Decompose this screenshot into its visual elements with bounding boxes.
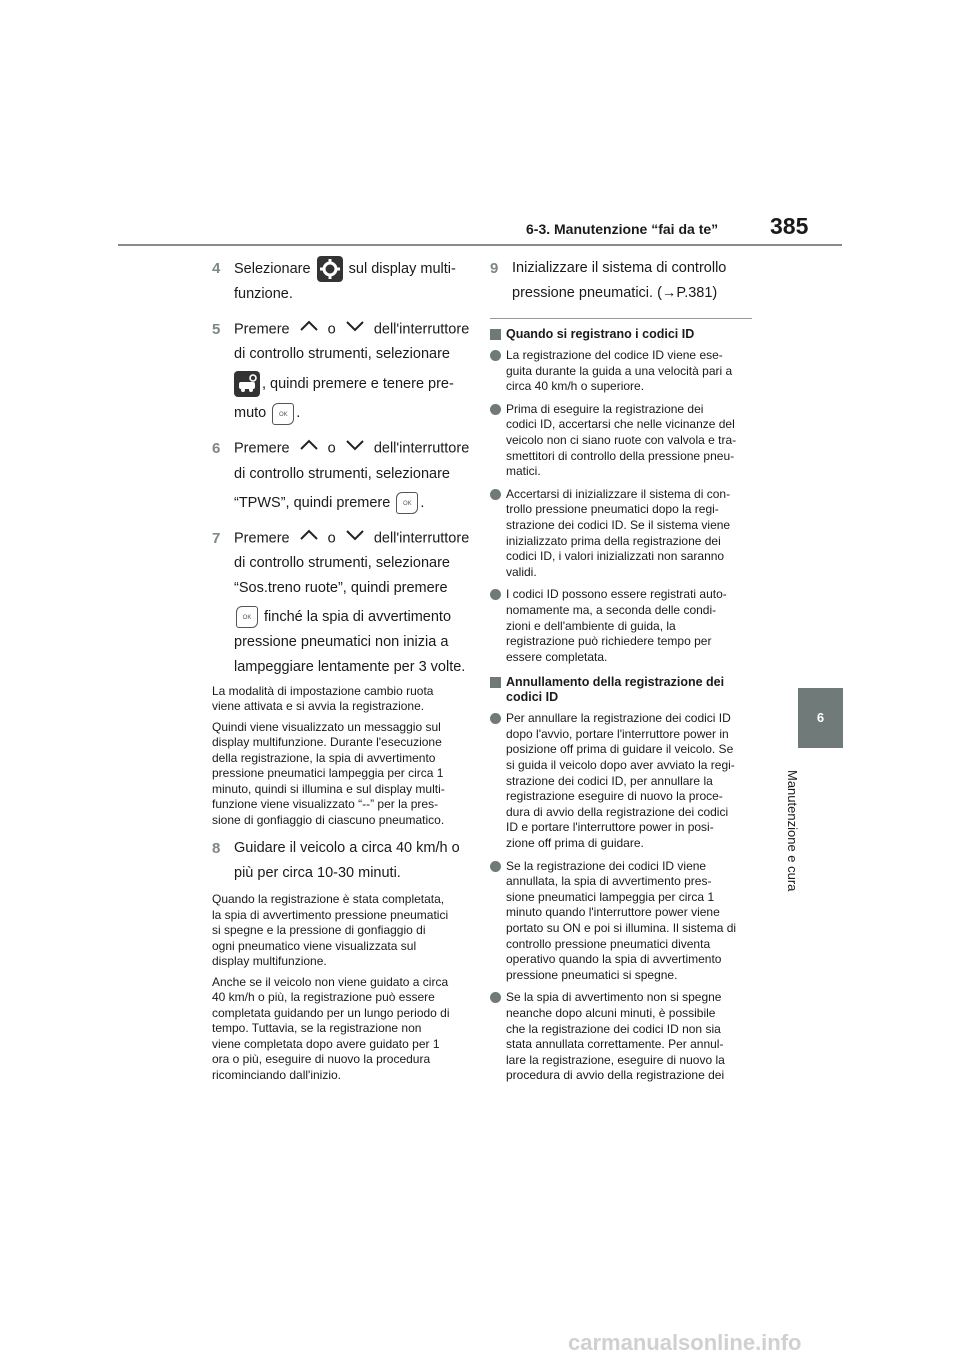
section-title: 6-3. Manutenzione “fai da te” [526,221,719,237]
chapter-tab [798,688,843,748]
step-text: pressione pneumatici non inizia a [234,633,449,650]
step-text: Inizializzare il sistema di controllo [512,260,727,276]
step-text: o [327,529,336,546]
note-paragraph: La modalità di impostazione cambio ruota viene attivata e si avvia la registrazione. [212,683,434,714]
chevron-up-icon [294,436,324,461]
bullet-item: Se la spia di avvertimento non si spegne neanche dopo alcuni minuti, è possibile che la registrazione dei codici ID non sia stata annullata correttamente. Per annul- lare la registrazione, eseguire di nuovo la procedura di avvio della registrazione dei [490,990,752,1084]
step-text: Premere [234,529,290,546]
step-5 [212,317,476,426]
section-divider [490,318,752,319]
step-text: più per circa 10-30 minuti. [234,865,401,882]
step-text: dell'interruttore [373,321,470,338]
square-bullet-icon [490,677,501,688]
chevron-down-icon [340,526,370,551]
ok-button-icon: OK [396,492,418,514]
step-7 [212,526,476,680]
bullet-item: I codici ID possono essere registrati auto- nomamente ma, a seconda delle condi- zioni e dell'ambiente di guida, la registrazione può richiedere tempo per essere completata. [490,587,752,665]
step-text: . [296,405,301,422]
ok-button-icon: OK [272,403,294,425]
page-number: 385 [770,213,809,239]
note-paragraph: Anche se il veicolo non viene guidato a circa 40 km/h o più, la registrazione può essere completata guidando per un lungo periodo di tempo. Tuttavia, se la registrazione non viene completata dopo avere guidato per 1 ora o più, eseguire di nuovo la procedura ricominciando dall'inizio. [212,974,450,1082]
step-text: . [420,494,425,511]
circle-bullet-icon [490,713,501,724]
bullet-item: Per annullare la registrazione dei codici ID dopo l'avvio, portare l'interruttore power in posizione off prima di guidare il veicolo. Se si guida il veicolo dopo aver avviato la regi- strazione dei codici ID, per annullare la registrazione eseguire di nuovo la proce- dura di avvio della registrazione dei codici ID e portare l'interruttore power in posi- zione off prima di guidare. [490,711,752,851]
step-text: Guidare il veicolo a circa 40 km/h o [234,840,460,857]
step-8 [212,836,476,886]
step-text: di controllo strumenti, selezionare [234,465,450,482]
chapter-number: 6 [816,710,825,725]
step-number: 4 [212,260,221,277]
bullet-item: La registrazione del codice ID viene ese- guita durante la guida a una velocità pari a circa 40 km/h o superiore. [490,348,752,395]
step-text: dell'interruttore [373,529,470,546]
circle-bullet-icon [490,350,501,361]
step-number: 5 [212,321,221,338]
step-number: 8 [212,840,221,858]
step-text: o [327,440,336,457]
step-text: pressione pneumatici. (→P.381) [512,285,718,301]
step-4 [212,256,476,307]
step-text: funzione. [234,286,293,302]
step-text: “TPWS”, quindi premere [234,494,391,511]
chapter-label-text: Manutenzione e cura [785,770,800,892]
left-column [212,256,476,1088]
circle-bullet-icon [490,589,501,600]
chevron-down-icon [340,317,370,342]
step-text: di controllo strumenti, selezionare [234,346,450,363]
step-text: di controllo strumenti, selezionare [234,554,450,571]
circle-bullet-icon [490,489,501,500]
chapter-label [778,770,808,900]
settings-icon [317,256,343,282]
step-text: dell'interruttore [373,440,470,457]
step-number: 7 [212,529,221,547]
step-text: Premere [234,321,290,338]
step-text: muto [234,405,267,422]
ok-button-icon: OK [236,606,258,628]
bullet-item: Prima di eseguire la registrazione dei codici ID, accertarsi che nelle vicinanze del veicolo non ci siano ruote con valvola e tra- smettitori di controllo della pressione pneu- matici. [490,402,752,480]
note-paragraph: Quando la registrazione è stata completata, la spia di avvertimento pressione pneumatici si spegne e la pressione di gonfiaggio di ogni pneumatico viene visualizzata sul display multifunzione. [212,892,449,969]
step-text: o [327,321,336,338]
step-number: 9 [490,260,499,277]
circle-bullet-icon [490,404,501,415]
step-9 [490,256,752,306]
square-bullet-icon [490,329,501,340]
section-heading: Annullamento della registrazione dei codici ID [490,675,752,705]
bullet-item: Accertarsi di inizializzare il sistema di con- trollo pressione pneumatici dopo la regi- strazione dei codici ID. Se il sistema viene inizializzato prima della registrazione dei codici ID, i valori inizializzati non saranno validi. [490,487,752,581]
step-text: sul display multi- [348,260,456,277]
watermark: carmanualsonline.info [568,1330,802,1355]
note-paragraph: Quindi viene visualizzato un messaggio sul display multifunzione. Durante l'esecuzione della registrazione, la spia di avvertimento pressione pneumatici lampeggia per circa 1 minuto, quindi si illumina e sul display multi- funzione viene visualizzato “--” per la pres- sione di gonfiaggio di ciascuno pneumatico. [212,719,445,827]
section-heading: Quando si registrano i codici ID [490,327,752,342]
chevron-down-icon [340,436,370,461]
step-text: Premere [234,440,290,457]
step-text: , quindi premere e tenere pre- [262,376,454,393]
step-6 [212,436,476,515]
chevron-up-icon [294,526,324,551]
step-text: finché la spia di avvertimento [264,608,452,625]
chevron-up-icon [294,317,324,342]
bullet-item: Se la registrazione dei codici ID viene annullata, la spia di avvertimento pres- sione pneumatici lampeggia per circa 1 minuto quando l'interruttore power viene portato su ON e poi si illumina. Il sistema di controllo pressione pneumatici diventa operativo quando la spia di avvertimento pressione pneumatici si spegne. [490,859,752,984]
car-settings-icon [234,371,260,397]
header-rule [118,244,842,246]
circle-bullet-icon [490,861,501,872]
right-column [490,256,752,1091]
step-text: “Sos.treno ruote”, quindi premere [234,579,448,596]
step-text: Selezionare [234,260,311,277]
circle-bullet-icon [490,992,501,1003]
step-text: lampeggiare lentamente per 3 volte. [234,658,466,675]
step-line [234,256,476,282]
step-number: 6 [212,440,221,458]
